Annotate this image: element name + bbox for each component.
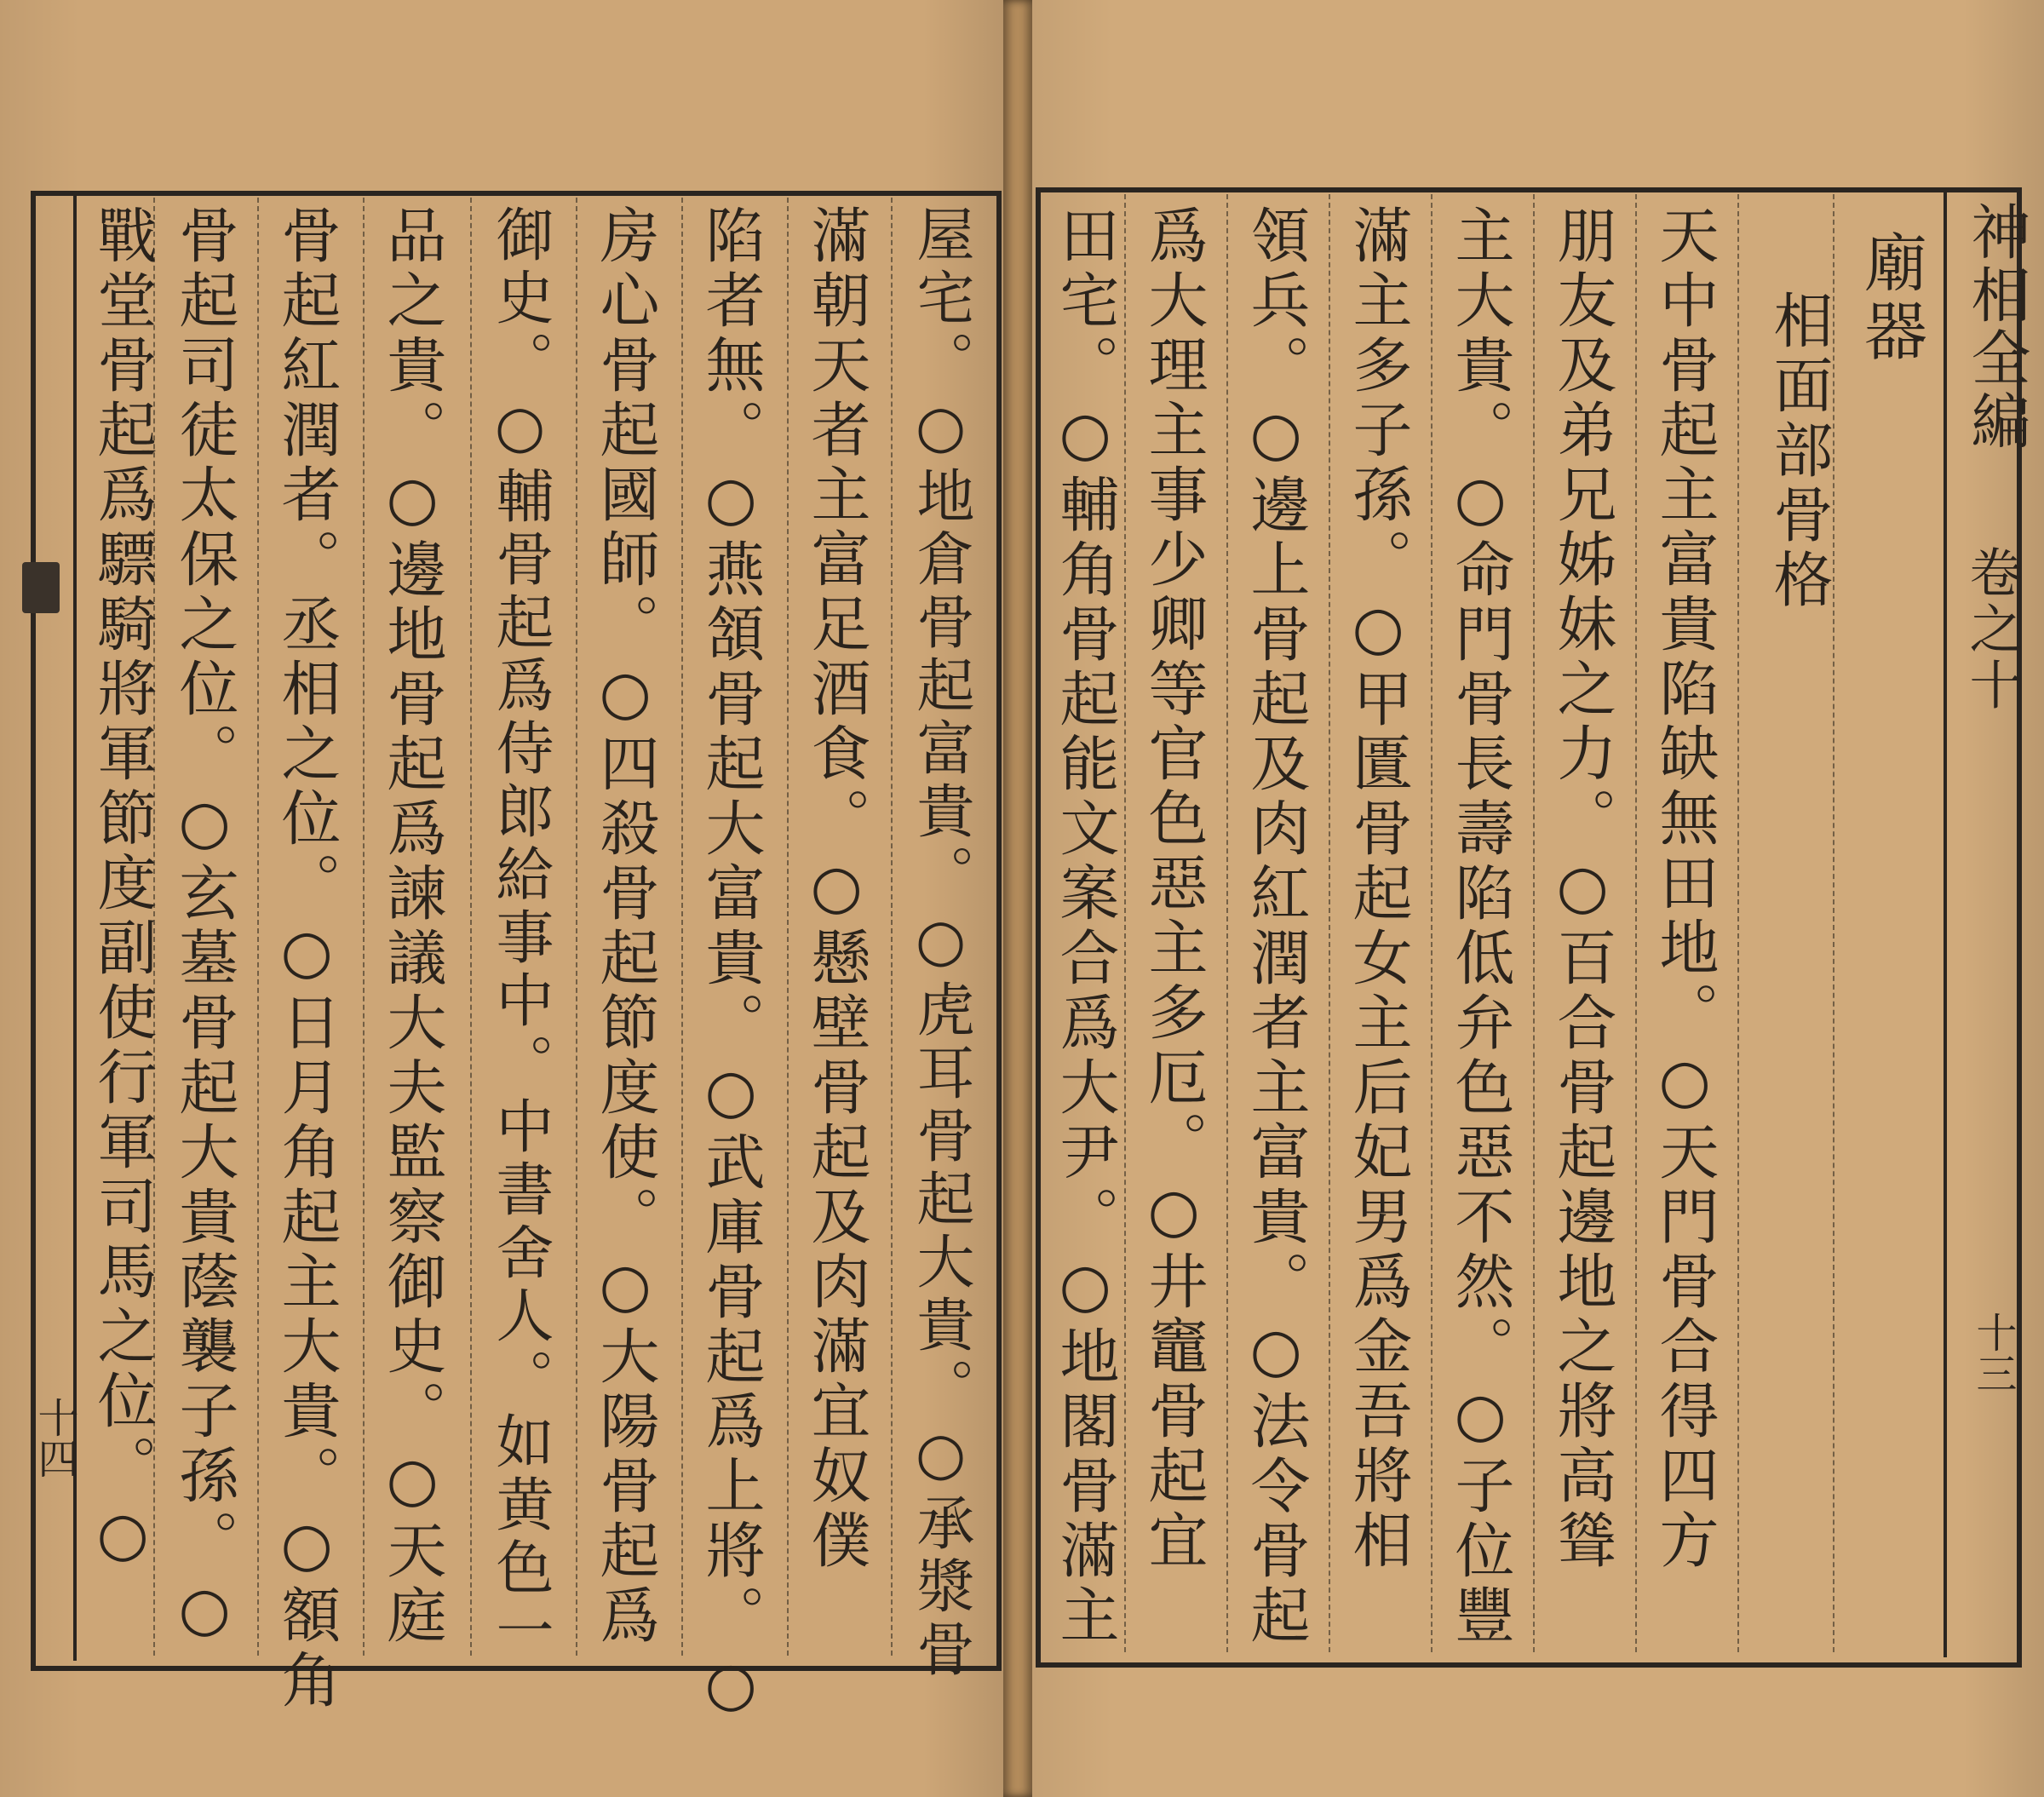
text-column: 朋友及弟兄姊妹之力。○百合骨起邊地之將高聳	[1547, 204, 1617, 1574]
column-rule	[1737, 194, 1739, 1652]
text-column: 田宅。○輔角骨起能文案合爲大尹。○地閣骨滿主	[1050, 204, 1120, 1649]
text-column: 骨起司徒太保之位。○玄墓骨起大貴蔭襲子孫。○	[169, 204, 239, 1649]
text-column: 天中骨起主富貴陷缺無田地。○天門骨合得四方	[1650, 204, 1720, 1574]
column-rule	[257, 198, 259, 1656]
column-rule	[891, 198, 893, 1656]
text-column: 滿朝天者主富足酒食。○懸壁骨起及肉滿宜奴僕	[801, 204, 871, 1574]
text-column: 骨起紅潤者。丞相之位。○日月角起主大貴。○額角	[272, 204, 342, 1714]
text-column: 主大貴。○命門骨長壽陷低弁色惡不然。○子位豐	[1445, 204, 1515, 1649]
right-page-number: 十三	[1969, 1312, 2017, 1393]
text-column: 領兵。○邊上骨起及肉紅潤者主富貴。○法令骨起	[1241, 204, 1311, 1649]
section-heading: 廟器	[1854, 230, 1927, 366]
column-rule	[681, 198, 683, 1656]
text-column: 爲大理主事少卿等官色惡主多厄。○井竈骨起宜	[1139, 204, 1209, 1574]
column-rule	[1533, 194, 1535, 1652]
book-spine	[1003, 0, 1032, 1797]
section-subheading: 相面部骨格	[1764, 290, 1834, 613]
column-rule	[787, 198, 789, 1656]
text-column: 陷者無。○燕頷骨起大富貴。○武庫骨起爲上將。○	[696, 204, 766, 1724]
column-rule	[363, 198, 365, 1656]
right-page	[1032, 0, 2044, 1797]
left-page	[0, 0, 1003, 1797]
column-rule	[1329, 194, 1330, 1652]
text-column: 品之貴。○邊地骨起爲諫議大夫監察御史。○天庭	[377, 204, 447, 1649]
fold-margin-mark	[22, 562, 60, 613]
text-column: 滿主多子孫。○甲匱骨起女主后妃男爲金吾將相	[1343, 204, 1413, 1574]
margin-volume: 卷之十	[1961, 545, 2023, 714]
column-rule	[1226, 194, 1228, 1652]
column-rule	[470, 198, 472, 1656]
column-rule	[576, 198, 577, 1656]
margin-book-title: 神相全編	[1961, 201, 2031, 453]
text-column: 御史。○輔骨起爲侍郎給事中。中書舍人。如黄色一	[486, 204, 554, 1663]
column-rule	[1635, 194, 1637, 1652]
left-page-number: 十四	[31, 1397, 78, 1478]
column-rule	[1833, 194, 1834, 1652]
text-column: 戰堂骨起爲驃騎將軍節度副使行軍司馬之位。○	[88, 204, 158, 1574]
text-column: 房心骨起國師。○四殺骨起節度使。○大陽骨起爲	[590, 204, 660, 1649]
column-rule	[1431, 194, 1433, 1652]
right-fold-margin-line	[1944, 187, 1947, 1657]
text-column: 屋宅。○地倉骨起富貴。○虎耳骨起大貴。○承漿骨	[907, 204, 974, 1682]
